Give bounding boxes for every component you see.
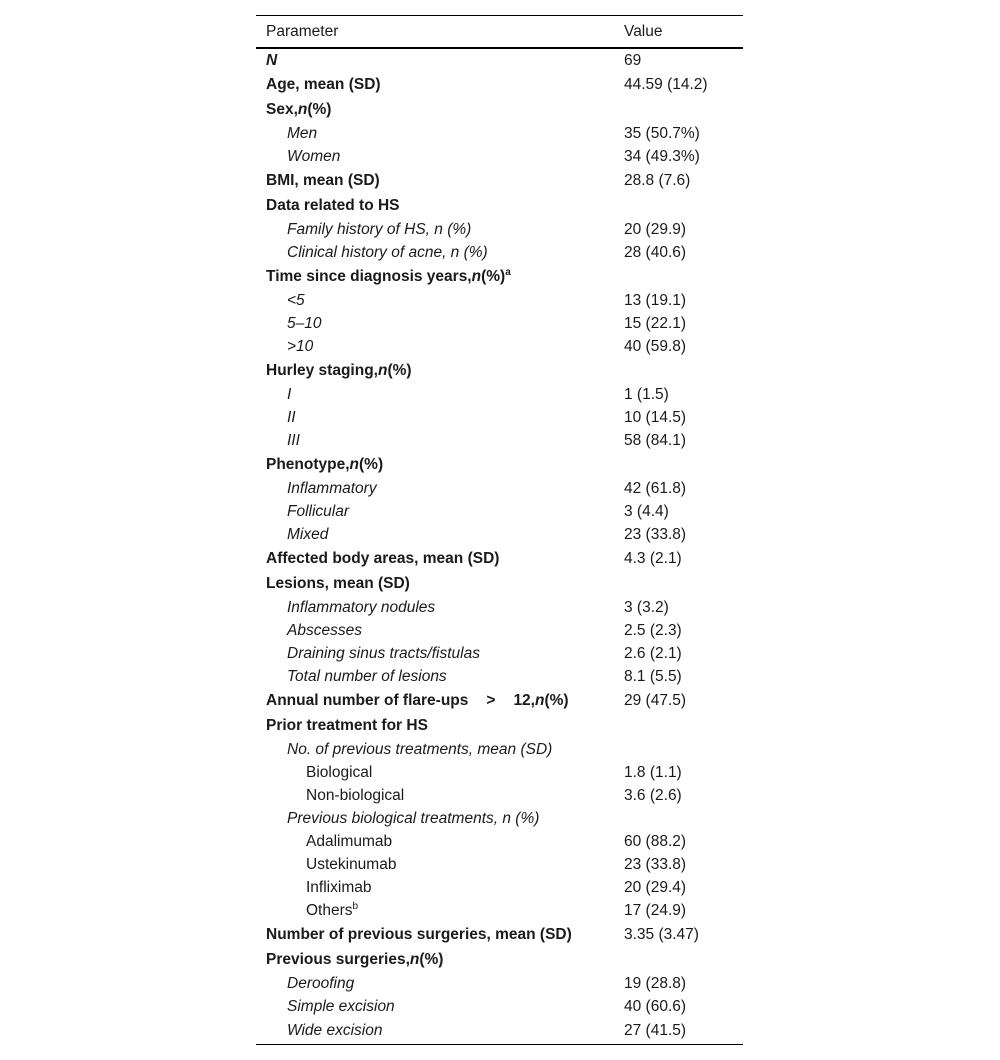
parameter-text: Infliximab <box>306 878 372 896</box>
table-row-section <box>256 546 743 571</box>
table-body <box>256 48 743 1045</box>
parameter-text: Prior treatment for HS <box>266 716 428 734</box>
parameter-text: Clinical history of acne, n (%) <box>287 243 488 261</box>
parameter-text: 5–10 <box>287 314 322 332</box>
parameter-cell <box>256 429 614 452</box>
parameter-text: Hurley staging, <box>266 361 378 379</box>
table-row-section <box>256 72 743 97</box>
parameter-text: Time since diagnosis years, <box>266 267 472 285</box>
parameter-text: (%) <box>359 455 384 473</box>
parameter-cell <box>256 807 614 830</box>
parameter-cell <box>256 738 614 761</box>
parameter-text: > <box>486 691 496 709</box>
parameter-cell <box>256 830 614 853</box>
header-parameter: Parameter <box>256 16 614 49</box>
value-cell <box>614 947 743 972</box>
parameter-cell <box>256 452 614 477</box>
table-row <box>256 853 743 876</box>
parameter-text: n <box>409 950 420 968</box>
parameter-text: Inflammatory nodules <box>287 598 436 616</box>
value-cell: 40 (60.6) <box>624 997 687 1015</box>
value-cell <box>614 193 743 218</box>
parameter-text: Phenotype, <box>266 455 350 473</box>
parameter-cell <box>256 168 614 193</box>
table <box>256 15 743 1045</box>
value-cell: 3.35 (3.47) <box>624 925 699 943</box>
parameter-cell <box>256 72 614 97</box>
value-cell <box>614 97 743 122</box>
parameter-text: III <box>287 431 300 449</box>
table-row <box>256 642 743 665</box>
value-cell: 1.8 (1.1) <box>624 763 682 781</box>
parameter-text: Family history of HS, n (%) <box>287 220 472 238</box>
parameter-text: Data related to HS <box>266 196 400 214</box>
parameter-text: Mixed <box>287 525 329 543</box>
table-row <box>256 899 743 922</box>
value-cell: 19 (28.8) <box>624 974 687 992</box>
parameter-text: Biological <box>306 763 373 781</box>
parameter-cell <box>256 784 614 807</box>
parameter-text: N <box>266 51 278 69</box>
table-row <box>256 406 743 429</box>
parameter-cell <box>256 145 614 168</box>
parameter-text: n <box>297 100 308 118</box>
table-row-section <box>256 48 743 72</box>
value-cell: 60 (88.2) <box>624 832 687 850</box>
parameter-text: Affected body areas, mean (SD) <box>266 549 500 567</box>
parameter-text: <5 <box>287 291 305 309</box>
parameter-cell <box>256 523 614 546</box>
table-row <box>256 383 743 406</box>
parameter-text: Previous surgeries, <box>266 950 410 968</box>
table-row <box>256 500 743 523</box>
parameter-text: n <box>471 267 482 285</box>
parameter-cell <box>256 972 614 995</box>
value-cell: 10 (14.5) <box>624 408 687 426</box>
characteristics-table <box>256 15 743 1045</box>
value-cell: 29 (47.5) <box>624 691 687 709</box>
parameter-text: Wide excision <box>287 1022 383 1039</box>
value-cell: 69 <box>624 51 642 69</box>
parameter-text: No. of previous treatments, mean (SD) <box>287 740 553 758</box>
parameter-cell <box>256 899 614 922</box>
header-value: Value <box>614 16 743 49</box>
parameter-text: 12, <box>513 691 535 709</box>
value-cell: 8.1 (5.5) <box>624 667 682 685</box>
table-row-section <box>256 713 743 738</box>
parameter-text: Ustekinumab <box>306 855 397 873</box>
parameter-text: n <box>377 361 388 379</box>
footnote-marker: b <box>352 900 359 912</box>
parameter-cell <box>256 642 614 665</box>
parameter-text: n <box>349 455 360 473</box>
parameter-cell <box>256 241 614 264</box>
parameter-text: Draining sinus tracts/fistulas <box>287 644 480 662</box>
parameter-cell <box>256 876 614 899</box>
parameter-text: Previous biological treatments, n (%) <box>287 809 540 827</box>
table-row <box>256 972 743 995</box>
table-row-section <box>256 97 743 122</box>
value-cell: 35 (50.7%) <box>624 124 700 142</box>
value-cell <box>614 452 743 477</box>
parameter-cell <box>256 1018 614 1045</box>
table-row <box>256 619 743 642</box>
parameter-cell <box>256 995 614 1018</box>
table-row-section <box>256 922 743 947</box>
table-row <box>256 665 743 688</box>
table-row <box>256 241 743 264</box>
parameter-text: >10 <box>287 337 314 355</box>
table-row <box>256 289 743 312</box>
parameter-cell <box>256 500 614 523</box>
parameter-text: Lesions, mean (SD) <box>266 574 410 592</box>
value-cell: 2.6 (2.1) <box>624 644 682 662</box>
table-row <box>256 335 743 358</box>
value-cell: 40 (59.8) <box>624 337 687 355</box>
value-cell: 28.8 (7.6) <box>624 171 691 189</box>
value-cell: 3 (4.4) <box>624 502 669 520</box>
table-header <box>256 16 743 49</box>
table-row <box>256 784 743 807</box>
parameter-cell <box>256 713 614 738</box>
value-cell: 1 (1.5) <box>624 385 669 403</box>
value-cell: 17 (24.9) <box>624 901 687 919</box>
table-row <box>256 830 743 853</box>
table-row <box>256 218 743 241</box>
table-row <box>256 876 743 899</box>
table-row-section <box>256 264 743 289</box>
value-cell: 3.6 (2.6) <box>624 786 682 804</box>
parameter-text: BMI, mean (SD) <box>266 171 380 189</box>
parameter-text: Adalimumab <box>306 832 393 850</box>
parameter-cell <box>256 335 614 358</box>
parameter-text: Non-biological <box>306 786 405 804</box>
value-cell: 3 (3.2) <box>624 598 669 616</box>
table-row-section <box>256 193 743 218</box>
table-row <box>256 122 743 145</box>
value-cell <box>614 264 743 289</box>
parameter-cell <box>256 406 614 429</box>
parameter-cell <box>256 688 614 713</box>
footnote-marker: a <box>505 266 511 278</box>
parameter-text: Age, mean (SD) <box>266 75 381 93</box>
value-cell: 58 (84.1) <box>624 431 687 449</box>
value-cell: 4.3 (2.1) <box>624 549 682 567</box>
table-row <box>256 523 743 546</box>
value-cell: 20 (29.9) <box>624 220 687 238</box>
parameter-cell <box>256 97 614 122</box>
parameter-text: Sex, <box>266 100 298 118</box>
parameter-text: Follicular <box>287 502 350 520</box>
value-cell: 15 (22.1) <box>624 314 687 332</box>
value-cell: 28 (40.6) <box>624 243 687 261</box>
value-cell: 13 (19.1) <box>624 291 687 309</box>
parameter-cell <box>256 48 614 72</box>
table-row <box>256 761 743 784</box>
table-row <box>256 1018 743 1045</box>
parameter-cell <box>256 218 614 241</box>
table-row <box>256 477 743 500</box>
table-row-section <box>256 168 743 193</box>
parameter-cell <box>256 922 614 947</box>
value-cell <box>614 571 743 596</box>
table-row <box>256 145 743 168</box>
table-row <box>256 995 743 1018</box>
header-row <box>256 16 743 49</box>
parameter-text: Deroofing <box>287 974 355 992</box>
parameter-cell <box>256 947 614 972</box>
value-cell: 2.5 (2.3) <box>624 621 682 639</box>
table-row <box>256 429 743 452</box>
parameter-text: Annual number of flare-ups <box>266 691 469 709</box>
parameter-cell <box>256 289 614 312</box>
parameter-text: Men <box>287 124 318 142</box>
parameter-text: Women <box>287 147 341 165</box>
table-row <box>256 596 743 619</box>
parameter-text: Number of previous surgeries, mean (SD) <box>266 925 572 943</box>
parameter-text: (%) <box>481 267 506 285</box>
value-cell: 27 (41.5) <box>614 1018 743 1045</box>
parameter-text: I <box>287 385 292 403</box>
parameter-text: n <box>535 691 545 709</box>
parameter-cell <box>256 122 614 145</box>
value-cell: 34 (49.3%) <box>624 147 700 165</box>
parameter-cell <box>256 193 614 218</box>
value-cell: 23 (33.8) <box>624 855 687 873</box>
table-row <box>256 807 743 830</box>
parameter-text: II <box>287 408 296 426</box>
value-cell: 23 (33.8) <box>624 525 687 543</box>
value-cell <box>614 807 743 830</box>
parameter-cell <box>256 619 614 642</box>
parameter-text: Inflammatory <box>287 479 377 497</box>
table-row <box>256 312 743 335</box>
parameter-cell <box>256 477 614 500</box>
table-row-section <box>256 358 743 383</box>
parameter-text: Total number of lesions <box>287 667 447 685</box>
value-cell: 42 (61.8) <box>624 479 687 497</box>
table-row-section <box>256 688 743 713</box>
parameter-cell <box>256 264 614 289</box>
parameter-cell <box>256 596 614 619</box>
value-cell <box>614 713 743 738</box>
value-cell: 20 (29.4) <box>624 878 687 896</box>
parameter-text: (%) <box>544 691 569 709</box>
parameter-cell <box>256 383 614 406</box>
parameter-cell <box>256 665 614 688</box>
table-row <box>256 738 743 761</box>
table-row-section <box>256 571 743 596</box>
value-cell <box>614 738 743 761</box>
parameter-text: Abscesses <box>287 621 362 639</box>
parameter-cell <box>256 853 614 876</box>
parameter-cell <box>256 358 614 383</box>
table-row-section <box>256 452 743 477</box>
parameter-text: (%) <box>419 950 444 968</box>
parameter-cell <box>256 761 614 784</box>
parameter-cell <box>256 571 614 596</box>
parameter-cell <box>256 312 614 335</box>
parameter-cell <box>256 546 614 571</box>
value-cell: 44.59 (14.2) <box>624 75 708 93</box>
parameter-text: Others <box>306 901 353 919</box>
value-cell <box>614 358 743 383</box>
parameter-text: (%) <box>307 100 332 118</box>
parameter-text: (%) <box>387 361 412 379</box>
parameter-text: Simple excision <box>287 997 395 1015</box>
table-row-section <box>256 947 743 972</box>
